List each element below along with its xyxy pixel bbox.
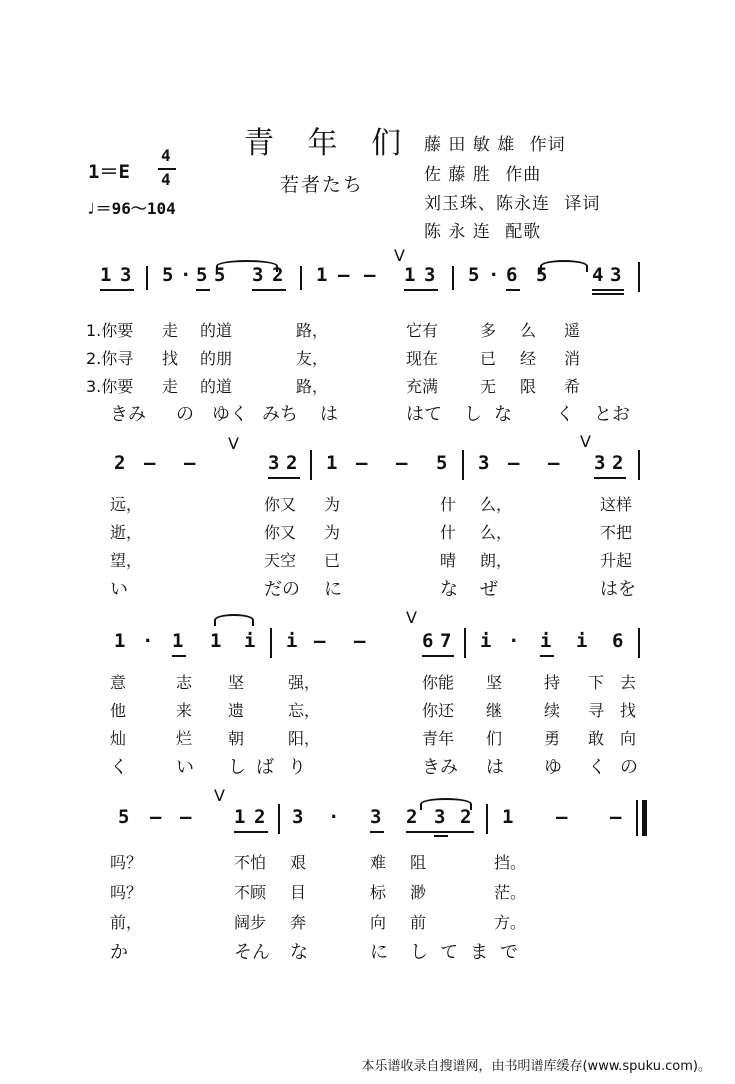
bar-line	[300, 266, 302, 290]
lyric: 前	[410, 913, 427, 932]
lyric: 向	[620, 729, 637, 748]
lyrics-line-japanese	[110, 938, 650, 962]
credit-role: 配歌	[505, 222, 542, 242]
dash: —	[356, 452, 368, 474]
underline	[592, 293, 624, 295]
lyrics-line	[110, 492, 650, 514]
note: 5	[196, 264, 208, 286]
note: i	[540, 630, 552, 652]
lyric: 已	[480, 349, 497, 368]
note: 2	[254, 806, 266, 828]
lyric: 阳，	[288, 729, 321, 748]
lyric: い	[176, 757, 194, 778]
credit-name: 藤 田 敏 雄	[424, 135, 516, 155]
lyric: の	[176, 404, 194, 425]
lyric: はを	[600, 579, 636, 600]
note: 2	[406, 806, 418, 828]
dash: —	[354, 630, 366, 652]
bar-line	[310, 450, 312, 480]
lyric: 寻	[588, 701, 605, 720]
lyric: きみ	[422, 757, 458, 778]
lyric: 坚	[228, 673, 245, 692]
lyric: な	[440, 579, 458, 600]
breath-mark: V	[580, 432, 591, 451]
note: 1	[100, 264, 112, 286]
notation-row-1	[100, 246, 645, 304]
note: i	[244, 630, 256, 652]
lyric: 意	[110, 673, 127, 692]
underline	[540, 655, 554, 657]
notation-row-3	[100, 608, 645, 670]
dash: —	[338, 264, 350, 286]
note: 3	[478, 452, 490, 474]
note: 5	[162, 264, 174, 286]
note: 2	[286, 452, 298, 474]
lyrics-line	[86, 374, 650, 396]
underline	[594, 477, 626, 479]
lyric: 多	[480, 321, 497, 340]
underline	[404, 289, 438, 291]
breath-mark: V	[214, 786, 225, 805]
dash: —	[610, 806, 622, 828]
note: 3	[610, 264, 622, 286]
lyric: 渺	[410, 883, 427, 902]
underline	[434, 835, 448, 837]
lyric: か	[110, 942, 128, 963]
lyric: 持	[544, 673, 561, 692]
lyric: ま	[470, 942, 488, 963]
time-signature-bottom: 4	[161, 170, 171, 189]
lyric: とお	[594, 404, 630, 425]
lyric: 青年	[422, 729, 455, 748]
bar-line	[464, 628, 466, 658]
lyric: 为	[324, 523, 341, 542]
lyric: 已	[324, 551, 341, 570]
note: 3	[268, 452, 280, 474]
lyric: し	[464, 404, 482, 425]
bar-line	[638, 262, 640, 292]
lyric: 你还	[422, 701, 455, 720]
lyric: 吗？	[110, 853, 143, 872]
lyrics-line-japanese	[110, 753, 650, 777]
lyric: 下	[588, 673, 605, 692]
lyrics-line	[110, 880, 650, 902]
lyric: 挡。	[494, 853, 527, 872]
key-signature: 1＝E	[88, 161, 130, 183]
note: 3	[424, 264, 436, 286]
lyric: 1.你要	[86, 321, 134, 340]
underline	[100, 289, 134, 291]
notation-row-4	[100, 786, 645, 846]
note: 5	[118, 806, 130, 828]
note: 6	[506, 264, 518, 286]
lyric: きみ	[110, 404, 146, 425]
note: i	[286, 630, 298, 652]
lyric: て	[440, 942, 458, 963]
note: 5	[536, 264, 548, 286]
lyric: ば	[256, 757, 274, 778]
dash: —	[548, 452, 560, 474]
lyric: 天空	[264, 551, 297, 570]
time-signature-top: 4	[161, 146, 171, 165]
dash: —	[508, 452, 520, 474]
slur	[214, 614, 254, 626]
note: 1	[316, 264, 328, 286]
credit-name: 佐 藤 胜	[424, 165, 491, 185]
lyric: 充满	[406, 377, 439, 396]
lyric: 不把	[600, 523, 633, 542]
breath-mark: V	[406, 608, 417, 627]
lyric: 遗	[228, 701, 245, 720]
underline	[506, 289, 520, 291]
song-subtitle: 若者たち	[280, 174, 365, 196]
lyric: 向	[370, 913, 387, 932]
lyric: そん	[234, 942, 270, 963]
breath-mark: V	[394, 246, 405, 265]
note: 2	[612, 452, 624, 474]
slur	[216, 260, 278, 272]
bar-line	[638, 450, 640, 480]
credit-name: 刘玉珠、陈永连	[424, 194, 550, 214]
lyrics-line	[86, 318, 650, 340]
lyric: 难	[370, 853, 387, 872]
note: 2	[114, 452, 126, 474]
lyric: 现在	[406, 349, 439, 368]
lyric: く	[588, 757, 606, 778]
lyric: 希	[564, 377, 581, 396]
lyric: 继	[486, 701, 503, 720]
lyric: 目	[290, 883, 307, 902]
lyric: 阻	[410, 853, 427, 872]
lyric: 忘，	[288, 701, 321, 720]
note: 2	[460, 806, 472, 828]
lyric: 么	[520, 321, 537, 340]
note: 1	[210, 630, 222, 652]
lyric: 逝，	[110, 523, 143, 542]
lyric: だの	[264, 579, 300, 600]
notation-row-2	[100, 432, 645, 492]
lyrics-line	[110, 850, 650, 872]
note: 6	[612, 630, 624, 652]
credit-translator	[424, 189, 600, 214]
dash: —	[144, 452, 156, 474]
lyric: 你又	[264, 495, 297, 514]
dash: —	[556, 806, 568, 828]
lyric: 艰	[290, 853, 307, 872]
lyric: 限	[520, 377, 537, 396]
lyric: 路，	[296, 321, 329, 340]
lyric: な	[290, 942, 308, 963]
lyric: みち	[262, 404, 298, 425]
lyrics-line	[110, 670, 650, 692]
lyric: 它有	[406, 321, 439, 340]
lyric: ぜ	[480, 579, 498, 600]
lyric: 望，	[110, 551, 143, 570]
credit-lyricist	[424, 130, 566, 155]
dot: ·	[180, 264, 192, 286]
lyric: 朝	[228, 729, 245, 748]
lyric: 晴	[440, 551, 457, 570]
lyric: 他	[110, 701, 127, 720]
dash: —	[314, 630, 326, 652]
lyric: 朗，	[480, 551, 513, 570]
note: i	[576, 630, 588, 652]
credit-role: 作词	[529, 135, 566, 155]
note: 1	[234, 806, 246, 828]
lyric: 方。	[494, 913, 527, 932]
note: i	[480, 630, 492, 652]
underline	[422, 655, 454, 657]
lyric: 吗？	[110, 883, 143, 902]
note: 3	[292, 806, 304, 828]
lyric: 前，	[110, 913, 143, 932]
lyric: ゆく	[212, 404, 248, 425]
underline	[234, 831, 268, 833]
lyric: は	[486, 757, 504, 778]
lyric: 么，	[480, 495, 513, 514]
lyric: 灿	[110, 729, 127, 748]
lyric: 什	[440, 523, 457, 542]
lyric: 走	[162, 377, 179, 396]
lyric: 奔	[290, 913, 307, 932]
lyric: 敢	[588, 729, 605, 748]
lyric: 找	[620, 701, 637, 720]
lyric: ゆ	[544, 757, 562, 778]
lyric: 来	[176, 701, 193, 720]
note: 3	[434, 806, 446, 828]
lyric: 什	[440, 495, 457, 514]
lyric: 坚	[486, 673, 503, 692]
lyric: 找	[162, 349, 179, 368]
bar-line	[486, 804, 488, 834]
note: 1	[502, 806, 514, 828]
final-bar-thin	[636, 800, 638, 836]
lyric: り	[288, 757, 306, 778]
lyric: 的道	[200, 377, 233, 396]
dash: —	[396, 452, 408, 474]
note: 3	[594, 452, 606, 474]
breath-mark: V	[228, 434, 239, 453]
lyrics-line	[110, 548, 650, 570]
note: 1	[404, 264, 416, 286]
lyric: し	[228, 757, 246, 778]
note: 4	[592, 264, 604, 286]
note: 1	[172, 630, 184, 652]
note: 5	[214, 264, 226, 286]
bar-line	[146, 266, 148, 290]
slur	[540, 260, 588, 272]
lyric: 走	[162, 321, 179, 340]
lyric: 去	[620, 673, 637, 692]
underline	[370, 831, 384, 833]
final-bar-thick	[642, 800, 647, 836]
dot: ·	[142, 630, 154, 652]
dot: ·	[508, 630, 520, 652]
credit-role: 作曲	[505, 165, 542, 185]
lyric: 勇	[544, 729, 561, 748]
lyric: 的朋	[200, 349, 233, 368]
lyric: し	[410, 942, 428, 963]
lyrics-line	[110, 726, 650, 748]
lyric: 不怕	[234, 853, 267, 872]
dash: —	[184, 452, 196, 474]
dash: —	[180, 806, 192, 828]
underline	[592, 289, 624, 291]
lyric: 友，	[296, 349, 329, 368]
lyric: 为	[324, 495, 341, 514]
tempo-marking: ♩＝96～104	[86, 199, 176, 218]
note: 6	[422, 630, 434, 652]
lyric: は	[320, 404, 338, 425]
lyric: な	[494, 404, 512, 425]
bar-line	[452, 266, 454, 290]
lyric: 经	[520, 349, 537, 368]
note: 7	[440, 630, 452, 652]
credit-composer	[424, 160, 541, 185]
lyric: 2.你寻	[86, 349, 134, 368]
note: 5	[436, 452, 448, 474]
lyric: い	[110, 579, 128, 600]
note: 3	[252, 264, 264, 286]
lyric: の	[620, 757, 638, 778]
lyric: 续	[544, 701, 561, 720]
lyric: 遥	[564, 321, 581, 340]
note: 3	[120, 264, 132, 286]
underline	[268, 477, 300, 479]
lyric: 们	[486, 729, 503, 748]
lyric: 标	[370, 883, 387, 902]
lyric: 茫。	[494, 883, 527, 902]
bar-line	[270, 628, 272, 658]
lyric: 不顾	[234, 883, 267, 902]
lyric: 远，	[110, 495, 143, 514]
lyric: く	[556, 404, 574, 425]
bar-line	[638, 628, 640, 658]
lyric: 无	[480, 377, 497, 396]
source-footer: 本乐谱收录自搜谱网，由书明谱库缓存(www.spuku.com)。	[361, 1059, 711, 1074]
dot: ·	[488, 264, 500, 286]
lyric: 强，	[288, 673, 321, 692]
lyric: 烂	[176, 729, 193, 748]
lyric: 你又	[264, 523, 297, 542]
lyric: 么，	[480, 523, 513, 542]
credit-name: 陈 永 连	[424, 222, 491, 242]
lyrics-line-japanese	[110, 575, 650, 599]
lyrics-line	[110, 520, 650, 542]
song-title: 青 年 们	[244, 126, 414, 161]
note: 1	[326, 452, 338, 474]
lyric: 路，	[296, 377, 329, 396]
lyric: 升起	[600, 551, 633, 570]
note: 5	[468, 264, 480, 286]
underline	[196, 289, 210, 291]
lyric: く	[110, 757, 128, 778]
lyric: 消	[564, 349, 581, 368]
lyric: に	[370, 942, 388, 963]
bar-line	[462, 450, 464, 480]
lyrics-line	[110, 910, 650, 932]
lyric: 这样	[600, 495, 633, 514]
dot: ·	[328, 806, 340, 828]
credit-arranger	[424, 217, 541, 242]
note: 2	[272, 264, 284, 286]
underline	[252, 289, 286, 291]
lyric: 3.你要	[86, 377, 134, 396]
note: 1	[114, 630, 126, 652]
lyrics-line	[86, 346, 650, 368]
dash: —	[364, 264, 376, 286]
lyric: 你能	[422, 673, 455, 692]
lyric: 的道	[200, 321, 233, 340]
credit-role: 译词	[564, 194, 601, 214]
lyric: で	[500, 942, 518, 963]
lyric: 阔步	[234, 913, 267, 932]
lyrics-line-japanese	[110, 400, 650, 424]
lyric: に	[324, 579, 342, 600]
dash: —	[150, 806, 162, 828]
note: 3	[370, 806, 382, 828]
underline	[172, 655, 186, 657]
lyric: はて	[406, 404, 442, 425]
bar-line	[278, 804, 280, 834]
lyric: 志	[176, 673, 193, 692]
lyrics-line	[110, 698, 650, 720]
underline	[406, 831, 474, 833]
